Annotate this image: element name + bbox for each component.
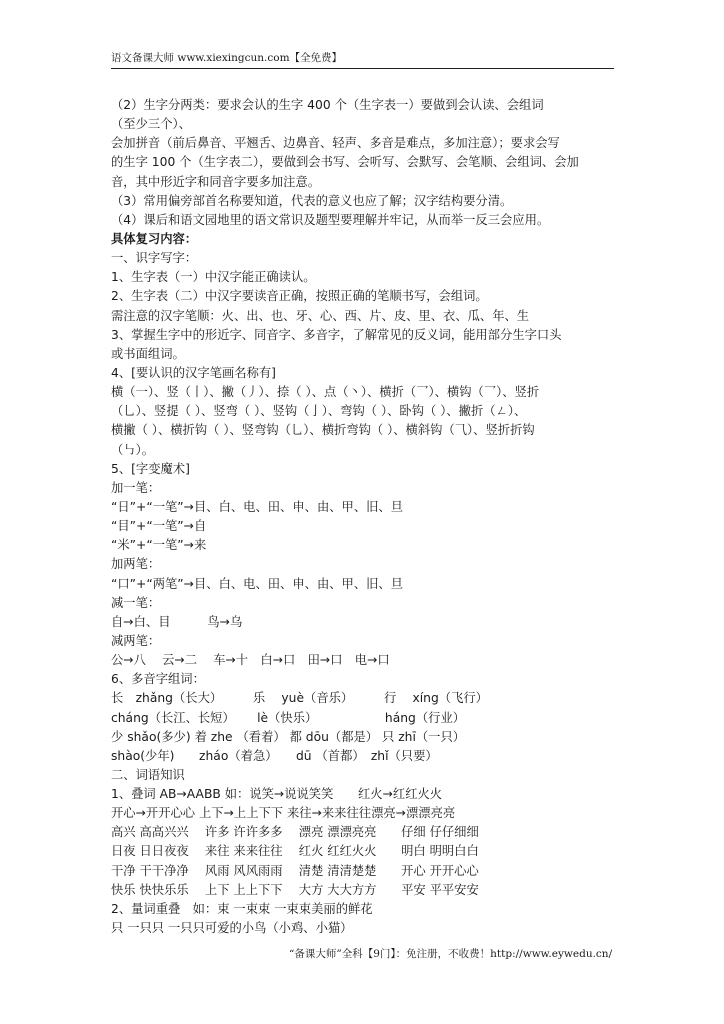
text-line: （2）生字分两类：要求会认的生字 400 个（生字表一）要做到会认读、会组词: [111, 98, 544, 112]
text-line: shào(少年) zháo（着急） dū （首都） zhǐ（只要）: [111, 748, 438, 763]
document-body: [111, 96, 621, 938]
text-line: 4、[要认识的汉字笔画名称有]: [111, 365, 276, 380]
text-line: “目”+“一笔”→自: [111, 519, 207, 534]
page-footer: [289, 946, 612, 961]
text-line: 只 一只只 一只只可爱的小鸟（小鸡、小猫）: [111, 921, 353, 936]
text-line: 横撇（ ）、横折钩（ ）、竖弯钩（乚）、横折弯钩（ ）、横斜钩（⺄）、竖折折钩: [111, 423, 535, 438]
text-line: 5、[字变魔术]: [111, 461, 190, 476]
text-line: 2、量词重叠 如：束 一束束 一束束美丽的鲜花: [111, 901, 373, 916]
text-line: 需注意的汉字笔顺：火、出、也、牙、心、西、片、皮、里、衣、瓜、年、生: [111, 308, 530, 323]
text-line: 减一笔：: [111, 595, 161, 610]
text-line: “日”+“一笔”→目、白、电、田、申、由、甲、旧、旦: [111, 499, 404, 514]
text-line: 干净 干干净净 风雨 风风雨雨 清楚 清清楚楚 开心 开开心心: [111, 863, 479, 878]
text-line: 二、词语知识: [111, 767, 185, 782]
footer-text: “备课大师”全科【9门】：免注册，不收费！http://www.eywedu.cn/: [289, 948, 613, 960]
text-line: （3）常用偏旁部首名称要知道，代表的意义也应了解；汉字结构要分清。: [111, 193, 513, 208]
text-line: 长 zhǎng（长大） 乐 yuè（音乐） 行 xíng（飞行）: [111, 691, 488, 706]
text-line: （至少三个）、: [111, 117, 191, 132]
text-line: 或书面组词。: [111, 346, 185, 361]
text-line: 2、生字表（二）中汉字要读音正确，按照正确的笔顺书写，会组词。: [111, 289, 488, 304]
text-line: 减两笔：: [111, 633, 161, 648]
text-line: （乚）、竖提（ ）、竖弯（ ）、竖钩（亅）、弯钩（ ）、卧钩（ ）、撇折（ㄥ）、: [111, 404, 527, 419]
text-line: 开心→开开心心 上下→上上下下 来往→来来往往漂亮→漂漂亮亮: [111, 806, 456, 821]
page-header: [111, 50, 614, 69]
text-line: （㇉）。: [111, 442, 155, 457]
text-line: “米”+“一笔”→来: [111, 538, 207, 553]
header-text: 语文备课大师 www.xiexingcun.com【全免费】: [111, 52, 343, 64]
text-line: 1、生字表（一）中汉字能正确读认。: [111, 270, 316, 285]
text-line: （4）课后和语文园地里的语文常识及题型要理解并牢记，从而举一反三会应用。: [111, 212, 550, 227]
text-line: “口”+“两笔”→目、白、电、田、申、由、甲、旧、旦: [111, 576, 404, 591]
text-line: 自→白、目 鸟→乌: [111, 614, 243, 629]
text-line: 横（一）、竖（丨）、撇（丿）、捺（ ）、点（丶）、横折（乛）、横钩（乛）、竖折: [111, 385, 540, 400]
section-heading: 具体复习内容：: [111, 231, 198, 246]
text-line: 公→八 云→二 车→十 白→口 田→口 电→口: [111, 653, 390, 668]
text-line: cháng（长江、长短） lè（快乐） háng（行业）: [111, 710, 466, 725]
text-line: 加两笔：: [111, 557, 161, 572]
text-line: 音，其中形近字和同音字要多加注意。: [111, 174, 321, 189]
text-line: 日夜 日日夜夜 来往 来来往往 红火 红红火火 明白 明明白白: [111, 844, 479, 859]
text-line: 6、多音字组词：: [111, 672, 205, 687]
text-line: 少 shǎo(多少) 着 zhe （看着） 都 dōu（都是） 只 zhī（一只）: [111, 729, 466, 744]
text-line: 3、掌握生字中的形近字、同音字、多音字，了解常见的反义词，能用部分生字口头: [111, 327, 562, 342]
text-line: 快乐 快快乐乐 上下 上上下下 大方 大大方方 平安 平平安安: [111, 882, 479, 897]
text-line: 会加拼音（前后鼻音、平翘舌、边鼻音、轻声、多音是难点，多加注意）；要求会写: [111, 136, 560, 151]
text-line: 的生字 100 个（生字表二），要做到会书写、会听写、会默写、会笔顺、会组词、会加: [111, 155, 579, 170]
text-line: 1、叠词 AB→AABB 如：说笑→说说笑笑 红火→红红火火: [111, 787, 443, 802]
text-line: 加一笔：: [111, 480, 161, 495]
text-line: 高兴 高高兴兴 许多 许许多多 漂亮 漂漂亮亮 仔细 仔仔细细: [111, 825, 479, 840]
text-line: 一、识字写字：: [111, 251, 198, 266]
